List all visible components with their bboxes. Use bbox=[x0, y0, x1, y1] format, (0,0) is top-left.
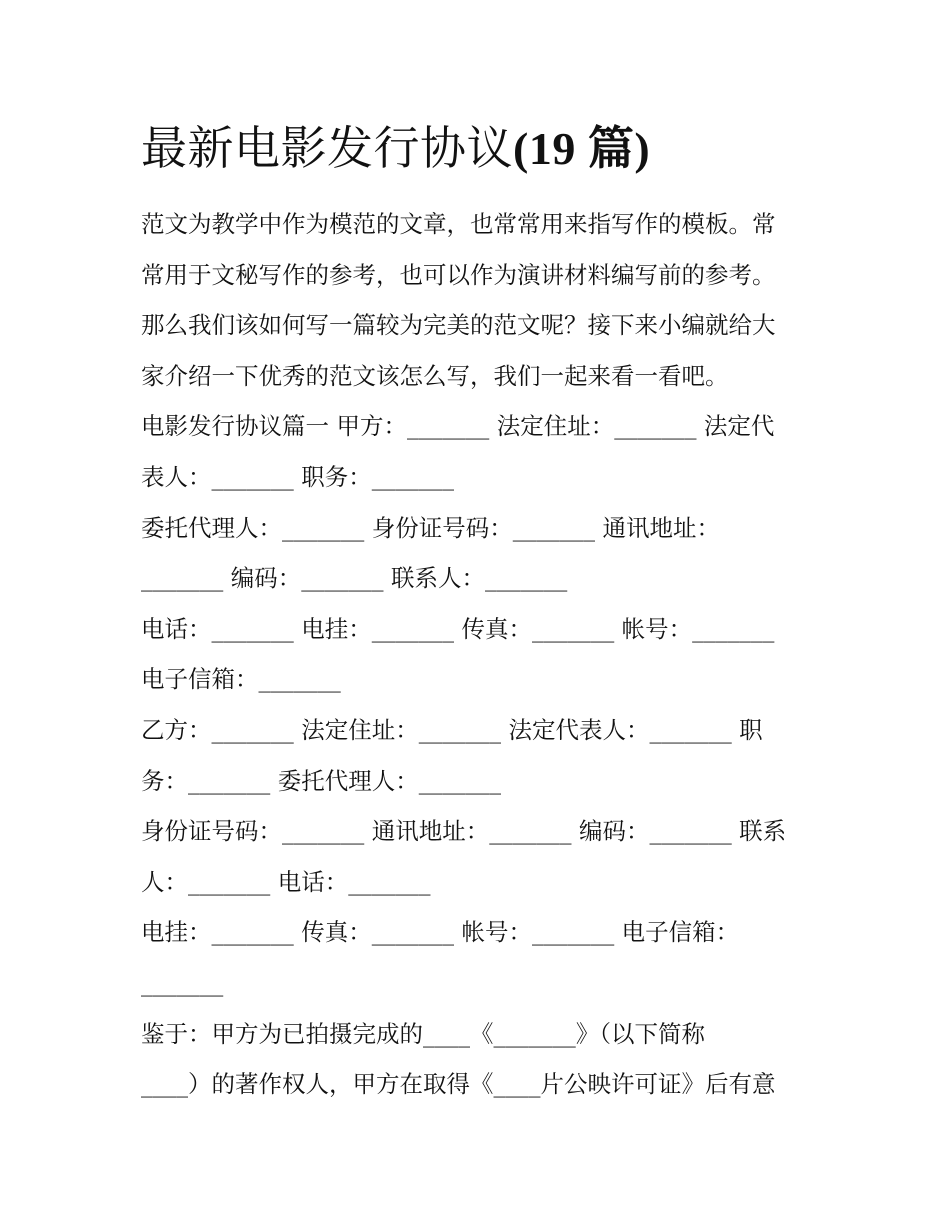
party-a-contact-line-1: 电话：_______ 电挂：_______ 传真：_______ 帐号：_______ bbox=[141, 614, 775, 643]
recital-line-1: 鉴于：甲方为已拍摄完成的____《_______》（以下简称 bbox=[141, 1019, 705, 1048]
title-count: (19 篇) bbox=[513, 123, 651, 174]
document-body bbox=[141, 199, 811, 1110]
party-a-agent-line-1: 委托代理人：_______ 身份证号码：_______ 通讯地址： bbox=[141, 513, 720, 542]
intro-line-4: 家介绍一下优秀的范文该怎么写，我们一起来看一看吧。 bbox=[141, 361, 729, 390]
party-a-agent-line-2: _______ 编码：_______ 联系人：_______ bbox=[141, 564, 568, 593]
party-a-contact-line-2: 电子信箱：_______ bbox=[141, 665, 341, 694]
title-text: 最新电影发行协议 bbox=[141, 121, 513, 175]
party-b-contact-line-2: _______ bbox=[141, 968, 224, 997]
party-a-line-2: 表人：_______ 职务：_______ bbox=[141, 462, 454, 491]
intro-line-3: 那么我们该如何写一篇较为完美的范文呢？接下来小编就给大 bbox=[141, 311, 776, 340]
intro-line-1: 范文为教学中作为模范的文章，也常常用来指写作的模板。常 bbox=[141, 210, 776, 238]
party-b-contact-line-1: 电挂：_______ 传真：_______ 帐号：_______ 电子信箱： bbox=[141, 918, 740, 947]
party-b-line-2: 务：_______ 委托代理人：_______ bbox=[141, 766, 501, 795]
document-title bbox=[141, 114, 650, 183]
recital-line-2: ____）的著作权人，甲方在取得《____片公映许可证》后有意 bbox=[141, 1070, 776, 1099]
party-b-line-1: 乙方：_______ 法定住址：_______ 法定代表人：_______ 职 bbox=[141, 715, 763, 744]
party-b-id-line-1: 身份证号码：_______ 通讯地址：_______ 编码：_______ 联系 bbox=[141, 817, 787, 846]
party-b-id-line-2: 人：_______ 电话：_______ bbox=[141, 867, 431, 896]
party-a-line-1: 电影发行协议篇一 甲方：_______ 法定住址：_______ 法定代 bbox=[141, 412, 775, 441]
intro-line-2: 常用于文秘写作的参考，也可以作为演讲材料编写前的参考。 bbox=[141, 260, 776, 289]
